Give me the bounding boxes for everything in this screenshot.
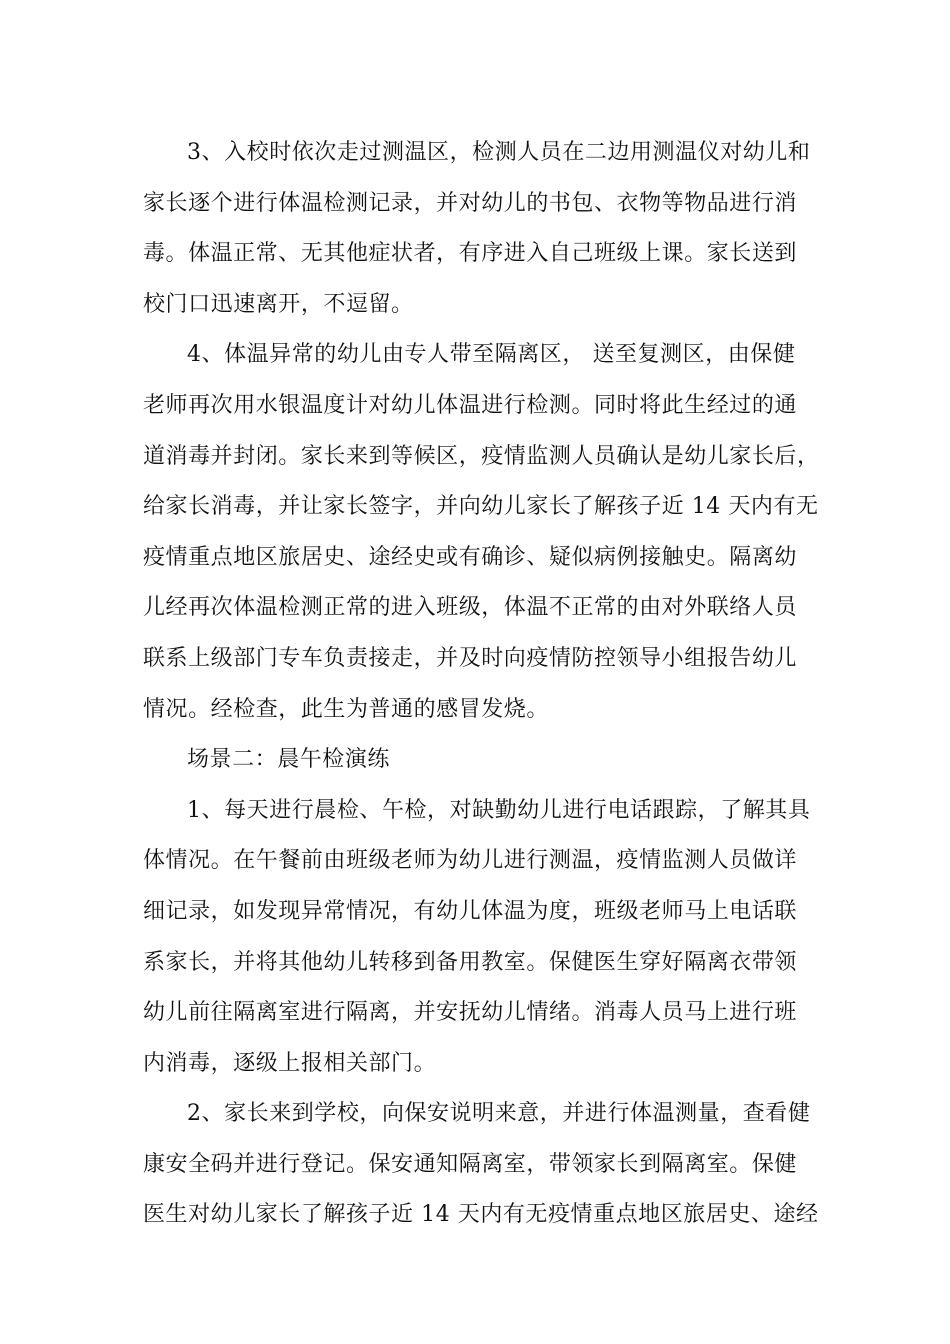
- paragraph-3-line-1: 3、入校时依次走过测温区，检测人员在二边用测温仪对幼儿和: [187, 140, 811, 165]
- paragraph-1-line-6: 内消毒，逐级上报相关部门。: [143, 1050, 437, 1076]
- paragraph-4-line-8: 情况。经检查，此生为普通的感冒发烧。: [143, 696, 549, 722]
- paragraph-1-line-5: 幼儿前往隔离室进行隔离，并安抚幼儿情绪。消毒人员马上进行班: [143, 1000, 797, 1026]
- paragraph-2-line-2: 康安全码并进行登记。保安通知隔离室，带领家长到隔离室。保健: [143, 1151, 797, 1177]
- paragraph-4-line-3: 道消毒并封闭。家长来到等候区，疫情监测人员确认是幼儿家长后，: [143, 443, 820, 469]
- paragraph-2-line-3: 医生对幼儿家长了解孩子近 14 天内有无疫情重点地区旅居史、途经: [143, 1202, 819, 1228]
- paragraph-1-line-3: 细记录，如发现异常情况，有幼儿体温为度，班级老师马上电话联: [143, 898, 797, 924]
- paragraph-4-line-2: 老师再次用水银温度计对幼儿体温进行检测。同时将此生经过的通: [143, 392, 797, 418]
- paragraph-3-line-4: 校门口迅速离开，不逗留。: [143, 291, 414, 317]
- paragraph-4-line-4: 给家长消毒，并让家长签字，并向幼儿家长了解孩子近 14 天内有无: [143, 494, 819, 520]
- paragraph-4-line-7: 联系上级部门专车负责接走，并及时向疫情防控领导小组报告幼儿: [143, 645, 797, 671]
- paragraph-4-line-1: 4、体温异常的幼儿由专人带至隔离区， 送至复测区，由保健: [187, 342, 796, 368]
- paragraph-1-line-2: 体情况。在午餐前由班级老师为幼儿进行测温，疫情监测人员做详: [143, 848, 797, 874]
- paragraph-4-line-6: 儿经再次体温检测正常的进入班级，体温不正常的由对外联络人员: [143, 595, 797, 621]
- document-body: [143, 128, 823, 1241]
- paragraph-3-line-3: 毒。体温正常、无其他症状者，有序进入自己班级上课。家长送到: [143, 241, 797, 267]
- paragraph-2-line-1: 2、家长来到学校，向保安说明来意，并进行体温测量，查看健: [187, 1101, 811, 1127]
- paragraph-1-line-1: 1、每天进行晨检、午检，对缺勤幼儿进行电话跟踪，了解其具: [187, 797, 811, 823]
- paragraph-3-line-2: 家长逐个进行体温检测记录，并对幼儿的书包、衣物等物品进行消: [143, 190, 797, 216]
- paragraph-4-line-5: 疫情重点地区旅居史、途经史或有确诊、疑似病例接触史。隔离幼: [143, 544, 797, 570]
- paragraph-1-line-4: 系家长，并将其他幼儿转移到备用教室。保健医生穿好隔离衣带领: [143, 949, 797, 975]
- section-heading-scene-2: 场景二：晨午检演练: [187, 747, 390, 773]
